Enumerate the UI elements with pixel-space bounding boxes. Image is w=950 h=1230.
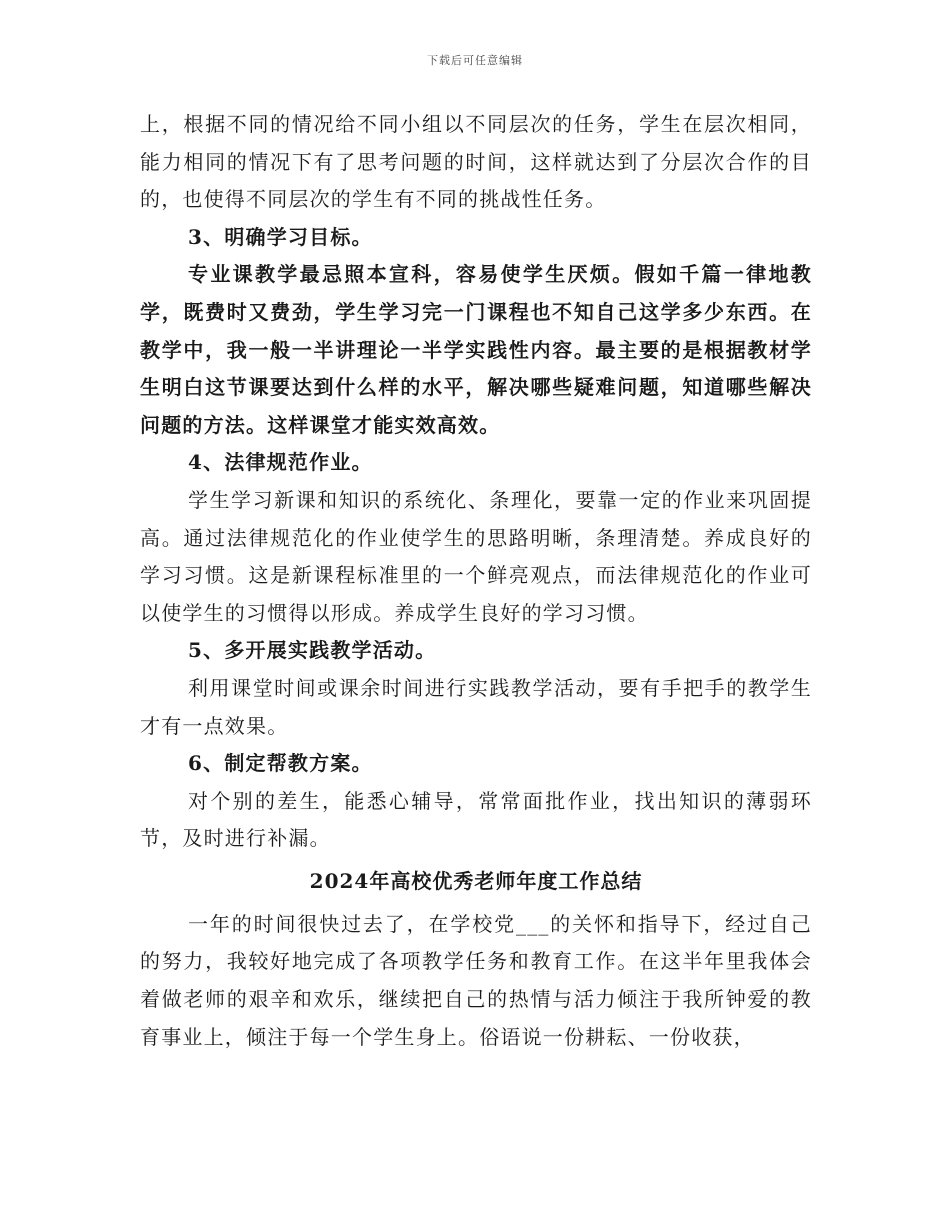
heading-4-homework: 4、法律规范作业。 [188, 450, 373, 475]
paragraph-learning-goals: 专业课教学最忌照本宣科，容易使学生厌烦。假如千篇一律地教学，既费时又费劲，学生学习完一门课程也不知自己这学多少东西。在教学中，我一般一半讲理论一半学实践性内容。最主要的是根据教材学生明白这节课要达到什么样的水平，解决哪些疑难问题，知道哪些解决问题的方法。这样课堂才能实效高效。 [140, 262, 812, 437]
section-title: 2024年高校优秀老师年度工作总结 [309, 868, 643, 893]
heading-6-tutoring: 6、制定帮教方案。 [188, 751, 373, 776]
page-header: 下载后可任意编辑 [427, 54, 523, 67]
heading-3-learning-goals: 3、明确学习目标。 [188, 224, 373, 249]
paragraph-practice: 利用课堂时间或课余时间进行实践教学活动，要有手把手的教学生才有一点效果。 [140, 675, 812, 738]
paragraph-homework: 学生学习新课和知识的系统化、条理化，要靠一定的作业来巩固提高。通过法律规范化的作业使学生的思路明晰，条理清楚。养成良好的学习习惯。这是新课程标准里的一个鲜亮观点，而法律规范化的作业可以使学生的习惯得以形成。养成学生良好的学习习惯。 [140, 487, 812, 625]
heading-5-practice: 5、多开展实践教学活动。 [188, 638, 437, 663]
document-body [140, 106, 812, 1056]
paragraph-tutoring: 对个别的差生，能悉心辅导，常常面批作业，找出知识的薄弱环节，及时进行补漏。 [140, 788, 812, 851]
paragraph-intro: 上，根据不同的情况给不同小组以不同层次的任务，学生在层次相同，能力相同的情况下有了思考问题的时间，这样就达到了分层次合作的目的，也使得不同层次的学生有不同的挑战性任务。 [140, 112, 812, 212]
paragraph-summary-intro: 一年的时间很快过去了，在学校党___的关怀和指导下，经过自己的努力，我较好地完成了各项教学任务和教育工作。在这半年里我体会着做老师的艰辛和欢乐，继续把自己的热情与活力倾注于我所钟爱的教育事业上，倾注于每一个学生身上。俗语说一份耕耘、一份收获， [140, 911, 812, 1049]
